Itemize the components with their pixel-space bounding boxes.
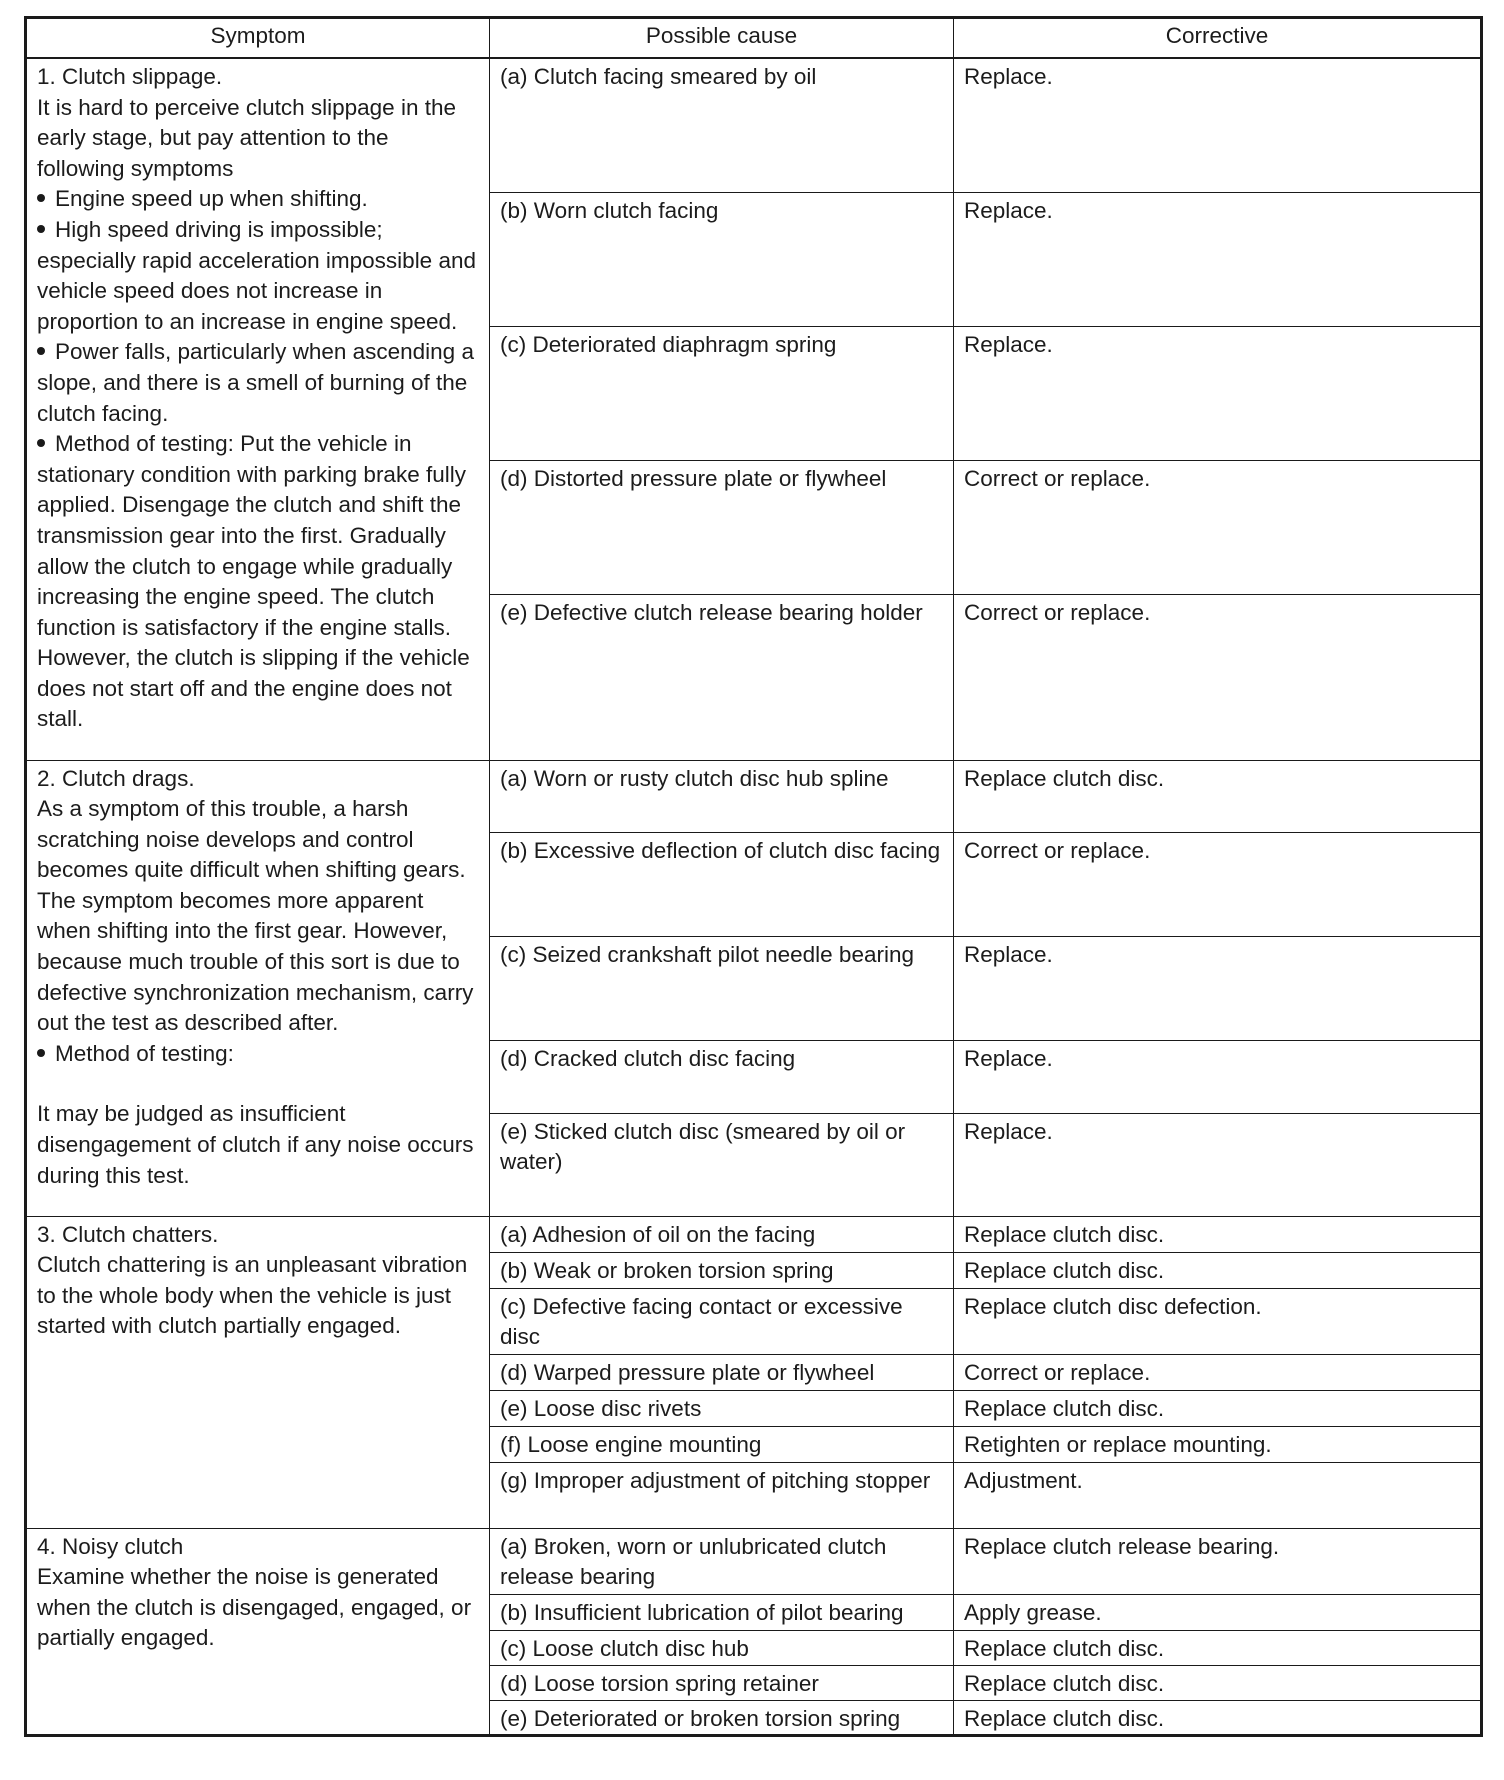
symptom-text: [37, 1250, 480, 1342]
table-row: [26, 58, 1482, 192]
symptom-cell: [26, 760, 490, 1216]
cause-cell: (d) Loose torsion spring retainer: [490, 1665, 954, 1700]
header-symptom: Symptom: [26, 18, 490, 59]
corrective-cell: Correct or replace.: [954, 460, 1482, 594]
corrective-cell: Replace clutch disc.: [954, 1390, 1482, 1426]
corrective-cell: Replace.: [954, 58, 1482, 192]
corrective-cell: Replace clutch disc.: [954, 1700, 1482, 1736]
cause-cell: (b) Excessive deflection of clutch disc facing: [490, 832, 954, 936]
table-row: [26, 1216, 1482, 1252]
cause-cell: (b) Weak or broken torsion spring: [490, 1252, 954, 1288]
table-row: [26, 760, 1482, 832]
symptom-bullet: [37, 1039, 480, 1070]
symptom-text: [37, 1562, 480, 1654]
corrective-cell: Retighten or replace mounting.: [954, 1426, 1482, 1462]
symptom-title: 3. Clutch chatters.: [37, 1221, 219, 1247]
symptom-cell: [26, 1528, 490, 1736]
corrective-cell: Replace.: [954, 936, 1482, 1040]
symptom-cell: [26, 58, 490, 760]
troubleshooting-document: [24, 16, 1480, 1737]
cause-cell: (g) Improper adjustment of pitching stopper: [490, 1462, 954, 1528]
corrective-cell: Correct or replace.: [954, 1354, 1482, 1390]
symptom-bullet: [37, 184, 480, 215]
symptom-cell: [26, 1216, 490, 1528]
corrective-cell: Apply grease.: [954, 1594, 1482, 1630]
corrective-cell: Replace clutch disc.: [954, 1252, 1482, 1288]
symptom-paragraph-text: High speed driving is impossible; especially rapid acceleration impossible and vehicle speed does not increase in proportion to an increase in engine speed.: [37, 216, 476, 334]
symptom-text: [37, 1099, 480, 1191]
cause-cell: (a) Adhesion of oil on the facing: [490, 1216, 954, 1252]
corrective-cell: Replace clutch disc.: [954, 1216, 1482, 1252]
corrective-cell: Replace.: [954, 1040, 1482, 1113]
corrective-cell: Replace clutch release bearing.: [954, 1528, 1482, 1594]
symptom-paragraph-text: Clutch chattering is an unpleasant vibration to the whole body when the vehicle is just started with clutch partially engaged.: [37, 1252, 468, 1339]
corrective-cell: Replace.: [954, 192, 1482, 326]
cause-cell: (a) Worn or rusty clutch disc hub spline: [490, 760, 954, 832]
cause-cell: (b) Insufficient lubrication of pilot bearing: [490, 1594, 954, 1630]
bullet-icon: [37, 1049, 45, 1057]
corrective-cell: Replace.: [954, 1113, 1482, 1216]
symptom-bullet: [37, 429, 480, 735]
corrective-cell: Replace clutch disc.: [954, 1665, 1482, 1700]
corrective-cell: Correct or replace.: [954, 594, 1482, 760]
symptom-spacer: [37, 1069, 480, 1099]
symptom-paragraph-text: It is hard to perceive clutch slippage in the early stage, but pay attention to the following symptoms: [37, 94, 456, 181]
symptom-title: 1. Clutch slippage.: [37, 64, 223, 89]
symptom-text: [37, 93, 480, 185]
corrective-cell: Replace clutch disc defection.: [954, 1288, 1482, 1354]
cause-cell: (c) Defective facing contact or excessive disc: [490, 1288, 954, 1354]
cause-cell: (c) Seized crankshaft pilot needle bearing: [490, 936, 954, 1040]
bullet-icon: [37, 439, 45, 447]
bullet-icon: [37, 347, 45, 355]
corrective-cell: Correct or replace.: [954, 832, 1482, 936]
symptom-paragraph-text: Engine speed up when shifting.: [55, 186, 368, 212]
troubleshooting-table: [24, 16, 1483, 1737]
corrective-cell: Replace clutch disc.: [954, 760, 1482, 832]
table-row: [26, 1528, 1482, 1594]
symptom-paragraph-text: Examine whether the noise is generated when the clutch is disengaged, engaged, or partially engaged.: [37, 1564, 472, 1651]
cause-cell: (a) Clutch facing smeared by oil: [490, 58, 954, 192]
symptom-title: 4. Noisy clutch: [37, 1533, 184, 1559]
symptom-paragraph-text: As a symptom of this trouble, a harsh scratching noise develops and control becomes quite difficult when shifting gears. The symptom becomes more apparent when shifting into the first gear. However, because much trouble of this sort is due to defective synchronization mechanism, carry out the test as described after.: [37, 796, 474, 1036]
cause-cell: (b) Worn clutch facing: [490, 192, 954, 326]
symptom-paragraph-text: Method of testing: Put the vehicle in stationary condition with parking brake fully applied. Disengage the clutch and shift the transmission gear into the first. Gradually allow the clutch to engage while gradually increasing the engine speed. The clutch function is satisfactory if the engine stalls. However, the clutch is slipping if the vehicle does not start off and the engine does not stall.: [37, 431, 470, 732]
symptom-bullet: [37, 215, 480, 337]
symptom-paragraph-text: Power falls, particularly when ascending a slope, and there is a smell of burning of the clutch facing.: [37, 339, 474, 426]
cause-cell: (d) Distorted pressure plate or flywheel: [490, 460, 954, 594]
symptom-paragraph-text: Method of testing:: [55, 1040, 234, 1066]
table-body: [26, 58, 1482, 1736]
bullet-icon: [37, 225, 45, 233]
cause-cell: (e) Sticked clutch disc (smeared by oil or water): [490, 1113, 954, 1216]
bullet-icon: [37, 194, 45, 202]
corrective-cell: Replace.: [954, 326, 1482, 460]
symptom-title: 2. Clutch drags.: [37, 765, 195, 791]
cause-cell: (d) Warped pressure plate or flywheel: [490, 1354, 954, 1390]
corrective-cell: Replace clutch disc.: [954, 1630, 1482, 1665]
cause-cell: (c) Loose clutch disc hub: [490, 1630, 954, 1665]
cause-cell: (a) Broken, worn or unlubricated clutch release bearing: [490, 1528, 954, 1594]
cause-cell: (f) Loose engine mounting: [490, 1426, 954, 1462]
cause-cell: (e) Loose disc rivets: [490, 1390, 954, 1426]
cause-cell: (e) Deteriorated or broken torsion spring: [490, 1700, 954, 1736]
header-row: [26, 18, 1482, 59]
corrective-cell: Adjustment.: [954, 1462, 1482, 1528]
header-possible-cause: Possible cause: [490, 18, 954, 59]
header-corrective: Corrective: [954, 18, 1482, 59]
cause-cell: (c) Deteriorated diaphragm spring: [490, 326, 954, 460]
cause-cell: (d) Cracked clutch disc facing: [490, 1040, 954, 1113]
symptom-paragraph-text: It may be judged as insufficient disengagement of clutch if any noise occurs during this test.: [37, 1101, 474, 1188]
symptom-text: [37, 794, 480, 1039]
cause-cell: (e) Defective clutch release bearing holder: [490, 594, 954, 760]
symptom-bullet: [37, 337, 480, 429]
